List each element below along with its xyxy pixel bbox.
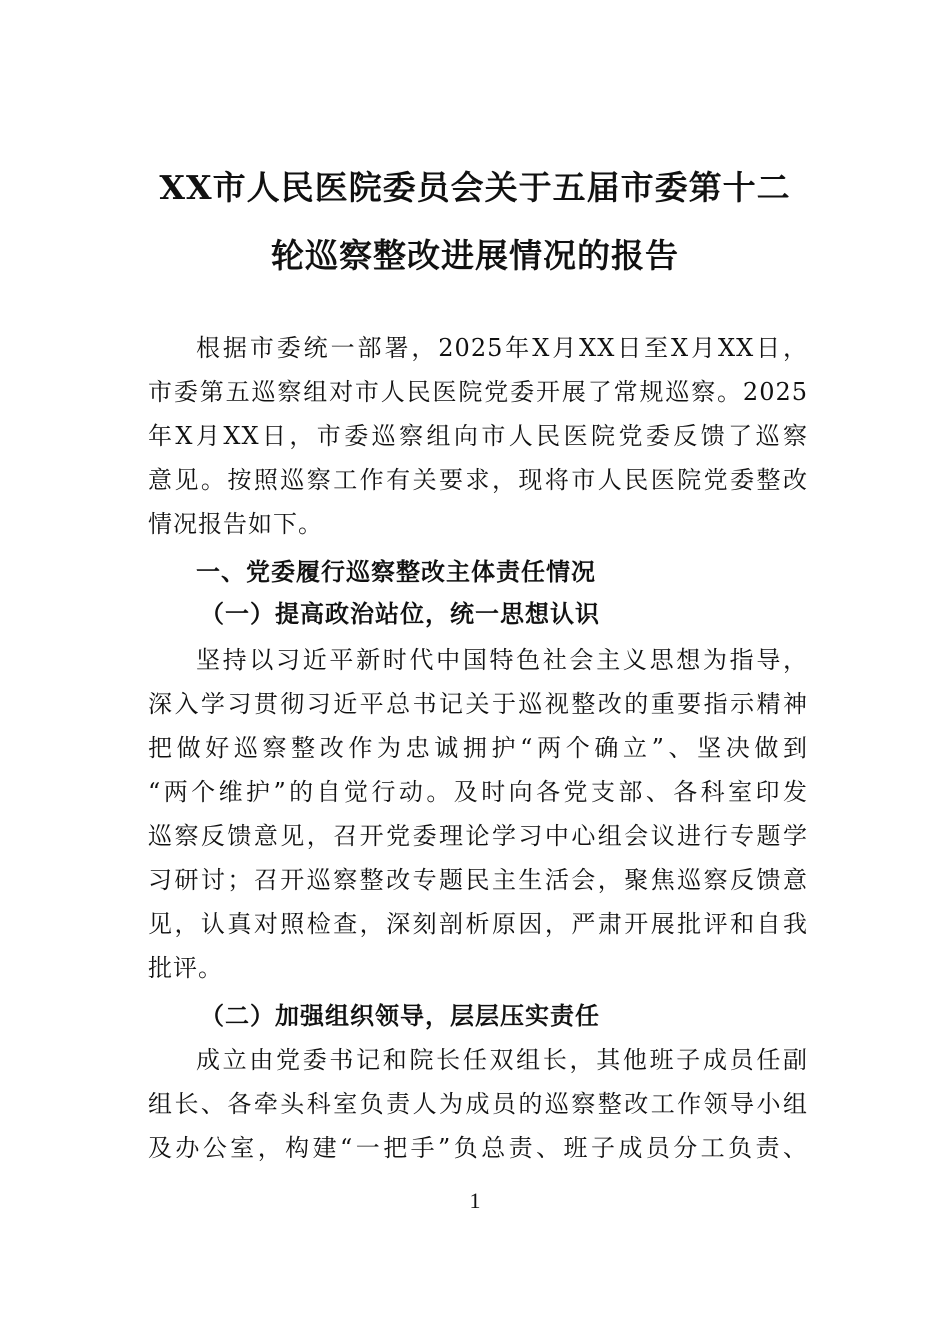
sub1-line-6: 习研讨；召开巡察整改专题民主生活会，聚焦巡察反馈意 bbox=[148, 866, 808, 894]
intro-line-3: 年X月XX日，市委巡察组向市人民医院党委反馈了巡察 bbox=[148, 422, 808, 450]
sub1-line-5: 巡察反馈意见，召开党委理论学习中心组会议进行专题学 bbox=[148, 822, 808, 850]
page-number: 1 bbox=[469, 1188, 481, 1213]
sub2-line-1: 成立由党委书记和院长任双组长，其他班子成员任副 bbox=[196, 1046, 808, 1074]
sub1-line-7: 见，认真对照检查，深刻剖析原因，严肃开展批评和自我 bbox=[148, 910, 808, 938]
document-title-line-2: 轮巡察整改进展情况的报告 bbox=[271, 236, 679, 275]
subsection-heading-2: （二）加强组织领导，层层压实责任 bbox=[200, 1001, 600, 1030]
intro-line-4: 意见。按照巡察工作有关要求，现将市人民医院党委整改 bbox=[148, 466, 808, 494]
sub1-line-3: 把做好巡察整改作为忠诚拥护“两个确立”、坚决做到 bbox=[148, 734, 808, 762]
sub1-line-1: 坚持以习近平新时代中国特色社会主义思想为指导， bbox=[196, 646, 808, 674]
sub1-line-8: 批评。 bbox=[148, 954, 223, 982]
intro-line-5: 情况报告如下。 bbox=[148, 510, 323, 538]
sub2-line-2: 组长、各牵头科室负责人为成员的巡察整改工作领导小组 bbox=[148, 1090, 808, 1118]
document-title-line-1: XX市人民医院委员会关于五届市委第十二 bbox=[159, 168, 791, 207]
subsection-heading-1: （一）提高政治站位，统一思想认识 bbox=[200, 599, 600, 628]
section-heading-1: 一、党委履行巡察整改主体责任情况 bbox=[196, 558, 596, 586]
intro-line-1: 根据市委统一部署，2025年X月XX日至X月XX日， bbox=[196, 334, 808, 362]
sub1-line-2: 深入学习贯彻习近平总书记关于巡视整改的重要指示精神 bbox=[148, 690, 808, 718]
sub1-line-4: “两个维护”的自觉行动。及时向各党支部、各科室印发 bbox=[148, 778, 808, 806]
sub2-line-3: 及办公室，构建“一把手”负总责、班子成员分工负责、 bbox=[148, 1134, 808, 1162]
intro-line-2: 市委第五巡察组对市人民医院党委开展了常规巡察。2025 bbox=[148, 378, 808, 406]
